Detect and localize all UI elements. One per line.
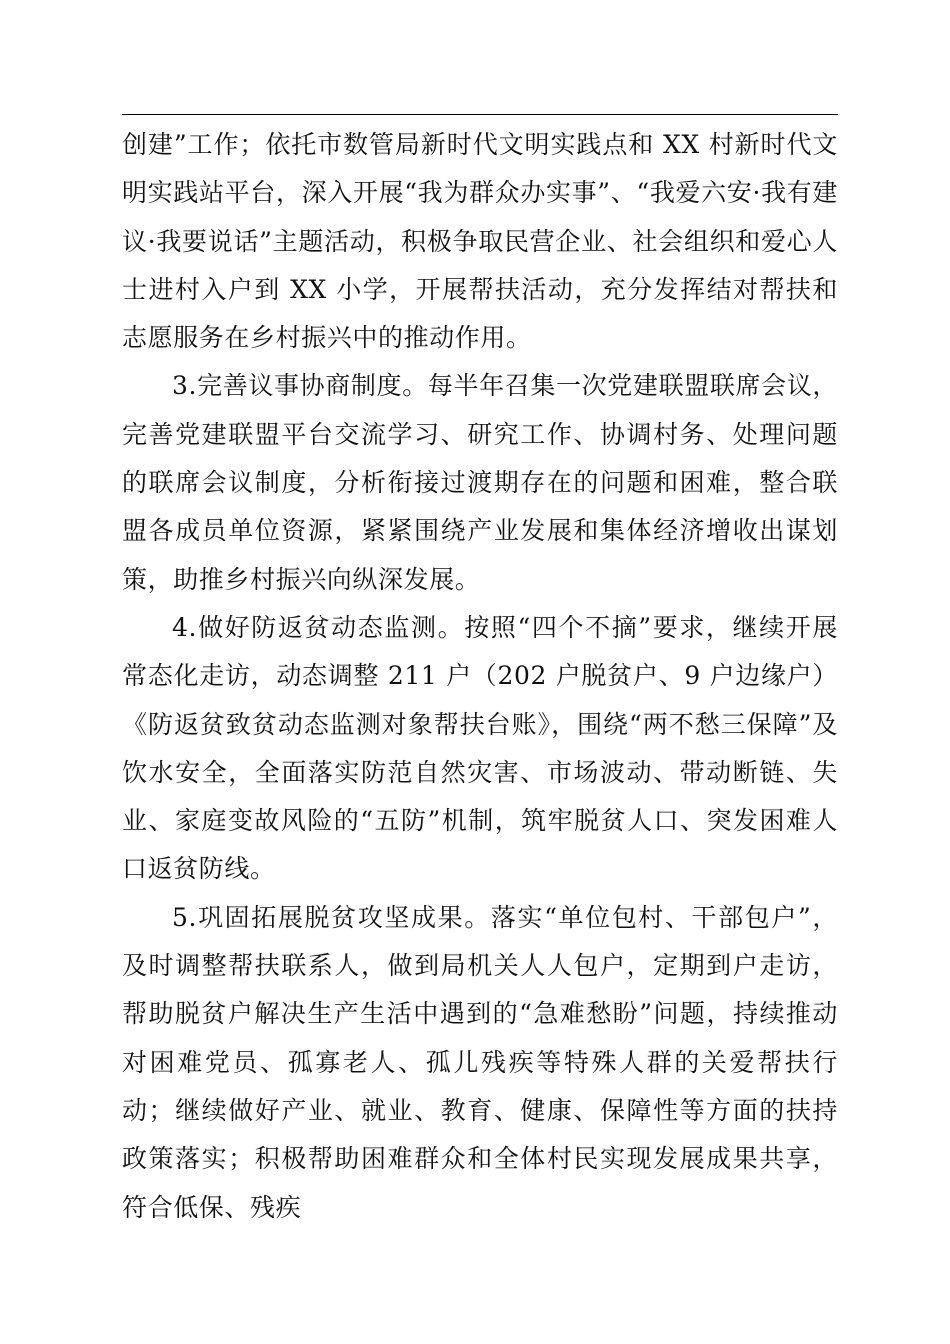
paragraph-5-consolidate-results: 5.巩固拓展脱贫攻坚成果。落实“单位包村、干部包户”，及时调整帮扶联系人，做到局机关人人包户，定期到户走访，帮助脱贫户解决生产生活中遇到的“急难愁盼”问题，持续推动对困难党员、孤寡老人、孤儿残疾等特殊人群的关爱帮扶行动；继续做好产业、就业、教育、健康、保障性等方面的扶持政策落实；积极帮助困难群众和全体村民实现发展成果共享，符合低保、残疾: [122, 902, 838, 1222]
document-body: [122, 121, 838, 1232]
paragraph-continuation: 创建”工作；依托市数管局新时代文明实践点和 XX 村新时代文明实践站平台，深入开展“我为群众办实事”、“我爱六安·我有建议·我要说话”主题活动，积极争取民营企业、社会组织和爱心人士进村入户到 XX 小学，开展帮扶活动，充分发挥结对帮扶和志愿服务在乡村振兴中的推动作用。: [122, 130, 838, 353]
header-rule: [122, 114, 838, 115]
paragraph-3-consultation-system: 3.完善议事协商制度。每半年召集一次党建联盟联席会议，完善党建联盟平台交流学习、研究工作、协调村务、处理问题的联席会议制度，分析衔接过渡期存在的问题和困难，整合联盟各成员单位资源，紧紧围绕产业发展和集体经济增收出谋划策，助推乡村振兴向纵深发展。: [122, 371, 838, 594]
paragraph-4-poverty-monitoring: 4.做好防返贫动态监测。按照“四个不摘”要求，继续开展常态化走访，动态调整 211 户（202 户脱贫户、9 户边缘户）《防返贫致贫动态监测对象帮扶台账》，围绕“两不愁三保障”及饮水安全，全面落实防范自然灾害、市场波动、带动断链、失业、家庭变故风险的“五防”机制，筑牢脱贫人口、突发困难人口返贫防线。: [122, 612, 838, 884]
